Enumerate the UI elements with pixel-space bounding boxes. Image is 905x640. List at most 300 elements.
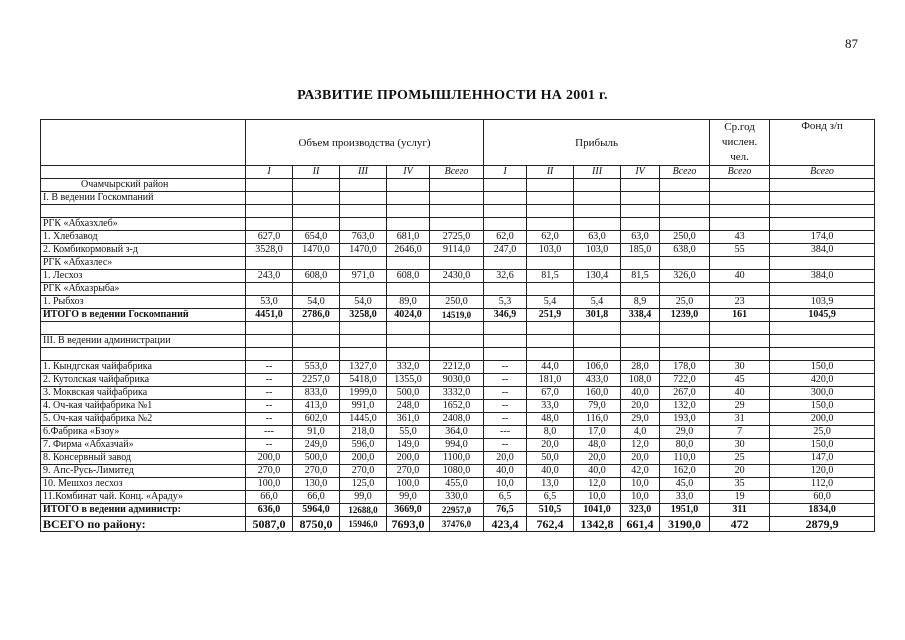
value-cell: 112,0 [770, 478, 875, 491]
total-header: Всего [660, 166, 710, 179]
avg-staff-header: Ср.год числен. чел. [710, 120, 770, 166]
value-cell: 1239,0 [660, 309, 710, 322]
section-row [41, 218, 875, 231]
value-cell [770, 283, 875, 296]
value-cell: 218,0 [340, 426, 387, 439]
value-cell: 5418,0 [340, 374, 387, 387]
value-cell: 108,0 [621, 374, 660, 387]
value-cell [574, 205, 621, 218]
value-cell: 130,4 [574, 270, 621, 283]
quarter-header: I [484, 166, 527, 179]
value-cell: 25,0 [660, 296, 710, 309]
value-cell: 6,5 [527, 491, 574, 504]
value-cell [770, 335, 875, 348]
value-cell: 361,0 [387, 413, 430, 426]
value-cell [770, 218, 875, 231]
value-cell: 5,3 [484, 296, 527, 309]
value-cell: 4451,0 [246, 309, 293, 322]
value-cell [430, 335, 484, 348]
value-cell: 20,0 [574, 452, 621, 465]
value-cell: 330,0 [430, 491, 484, 504]
quarter-header: II [293, 166, 340, 179]
value-cell: 22957,0 [430, 504, 484, 517]
value-cell [527, 348, 574, 361]
value-cell: 50,0 [527, 452, 574, 465]
value-cell [574, 179, 621, 192]
value-cell: 193,0 [660, 413, 710, 426]
profit-header: Прибыль [484, 120, 710, 166]
value-cell [387, 257, 430, 270]
value-cell [293, 283, 340, 296]
value-cell [660, 192, 710, 205]
table-row [41, 374, 875, 387]
value-cell: 2646,0 [387, 244, 430, 257]
value-cell: 500,0 [387, 387, 430, 400]
spacer-row [41, 322, 875, 335]
table-row [41, 361, 875, 374]
value-cell: 23 [710, 296, 770, 309]
value-cell: 1951,0 [660, 504, 710, 517]
value-cell [574, 283, 621, 296]
value-cell [484, 179, 527, 192]
row-name-cell: 9. Апс-Русь-Лимитед [41, 465, 246, 478]
value-cell [293, 348, 340, 361]
table-row [41, 400, 875, 413]
value-cell: 76,5 [484, 504, 527, 517]
value-cell [484, 335, 527, 348]
table-row [41, 270, 875, 283]
value-cell: 763,0 [340, 231, 387, 244]
value-cell [660, 218, 710, 231]
value-cell [527, 283, 574, 296]
value-cell: 17,0 [574, 426, 621, 439]
value-cell: 1470,0 [340, 244, 387, 257]
name-column-header [41, 120, 246, 166]
value-cell: 40 [710, 387, 770, 400]
section-row [41, 257, 875, 270]
value-cell [574, 218, 621, 231]
value-cell [430, 218, 484, 231]
value-cell [710, 218, 770, 231]
value-cell [430, 257, 484, 270]
quarter-header: II [527, 166, 574, 179]
value-cell: 300,0 [770, 387, 875, 400]
table-row [41, 244, 875, 257]
value-cell: 5,4 [574, 296, 621, 309]
value-cell: 99,0 [340, 491, 387, 504]
value-cell: 181,0 [527, 374, 574, 387]
value-cell: 833,0 [293, 387, 340, 400]
value-cell: 1080,0 [430, 465, 484, 478]
value-cell: 249,0 [293, 439, 340, 452]
value-cell [340, 257, 387, 270]
value-cell: 553,0 [293, 361, 340, 374]
value-cell: 40,0 [574, 465, 621, 478]
value-cell: 62,0 [527, 231, 574, 244]
value-cell: 384,0 [770, 270, 875, 283]
value-cell: 1445,0 [340, 413, 387, 426]
value-cell: 10,0 [621, 478, 660, 491]
value-cell: 174,0 [770, 231, 875, 244]
value-cell [621, 192, 660, 205]
table-row [41, 439, 875, 452]
value-cell: 45 [710, 374, 770, 387]
value-cell: 1045,9 [770, 309, 875, 322]
table-row [41, 413, 875, 426]
value-cell: 25 [710, 452, 770, 465]
value-cell: 608,0 [387, 270, 430, 283]
value-cell [574, 322, 621, 335]
row-name-cell: Очамчырский район [41, 179, 246, 192]
spacer-row [41, 205, 875, 218]
value-cell: 20,0 [621, 452, 660, 465]
value-cell [293, 335, 340, 348]
value-cell [340, 322, 387, 335]
value-cell [621, 257, 660, 270]
value-cell [710, 192, 770, 205]
value-cell: 100,0 [246, 478, 293, 491]
table-row [41, 231, 875, 244]
value-cell: 60,0 [770, 491, 875, 504]
value-cell: 200,0 [387, 452, 430, 465]
value-cell: 267,0 [660, 387, 710, 400]
value-cell: 247,0 [484, 244, 527, 257]
value-cell: 5087,0 [246, 517, 293, 532]
value-cell: 1342,8 [574, 517, 621, 532]
value-cell: 161 [710, 309, 770, 322]
value-cell: 12,0 [621, 439, 660, 452]
value-cell [527, 179, 574, 192]
table-row [41, 452, 875, 465]
grand-total-row [41, 517, 875, 532]
value-cell: 455,0 [430, 478, 484, 491]
table-row [41, 387, 875, 400]
value-cell [660, 179, 710, 192]
row-name-cell: I. В ведении Госкомпаний [41, 192, 246, 205]
row-name-cell: 1. Рыбхоз [41, 296, 246, 309]
value-cell [621, 283, 660, 296]
value-cell [621, 348, 660, 361]
row-name-cell: 6.Фабрика «Бзоу» [41, 426, 246, 439]
value-cell: 1355,0 [387, 374, 430, 387]
value-cell: 596,0 [340, 439, 387, 452]
value-cell: 200,0 [246, 452, 293, 465]
value-cell: --- [484, 426, 527, 439]
value-cell: 608,0 [293, 270, 340, 283]
row-name-cell: 11.Комбинат чай. Конц. «Араду» [41, 491, 246, 504]
value-cell: 1652,0 [430, 400, 484, 413]
value-cell: 971,0 [340, 270, 387, 283]
value-cell [246, 192, 293, 205]
subtotal-row [41, 309, 875, 322]
row-name-cell: ИТОГО в ведении Госкомпаний [41, 309, 246, 322]
value-cell: 150,0 [770, 439, 875, 452]
value-cell: 472 [710, 517, 770, 532]
row-name-cell: ИТОГО в ведении администр: [41, 504, 246, 517]
value-cell: 991,0 [340, 400, 387, 413]
value-cell [246, 348, 293, 361]
row-name-cell: 10. Мешхоз лесхоз [41, 478, 246, 491]
value-cell [293, 257, 340, 270]
value-cell: 29 [710, 400, 770, 413]
row-name-cell: ВСЕГО по району: [41, 517, 246, 532]
value-cell: 55,0 [387, 426, 430, 439]
value-cell [660, 283, 710, 296]
value-cell: 326,0 [660, 270, 710, 283]
value-cell: 63,0 [621, 231, 660, 244]
value-cell [770, 205, 875, 218]
value-cell: 3258,0 [340, 309, 387, 322]
value-cell: 301,8 [574, 309, 621, 322]
value-cell [770, 257, 875, 270]
section-row [41, 283, 875, 296]
row-name-cell [41, 348, 246, 361]
value-cell: 2257,0 [293, 374, 340, 387]
value-cell: 67,0 [527, 387, 574, 400]
value-cell: 3190,0 [660, 517, 710, 532]
value-cell [621, 335, 660, 348]
value-cell: 5,4 [527, 296, 574, 309]
value-cell [387, 192, 430, 205]
row-name-cell: 4. Оч-кая чайфабрика №1 [41, 400, 246, 413]
value-cell [710, 335, 770, 348]
value-cell [340, 335, 387, 348]
value-cell: 29,0 [660, 426, 710, 439]
value-cell: 10,0 [621, 491, 660, 504]
value-cell: 270,0 [246, 465, 293, 478]
value-cell [660, 205, 710, 218]
value-cell: 250,0 [430, 296, 484, 309]
value-cell: 55 [710, 244, 770, 257]
table-body [41, 179, 875, 532]
value-cell: 40 [710, 270, 770, 283]
value-cell: 43 [710, 231, 770, 244]
value-cell [430, 192, 484, 205]
value-cell: 150,0 [770, 361, 875, 374]
row-name-cell: РГК «Абхазхлеб» [41, 218, 246, 231]
quarter-header: IV [621, 166, 660, 179]
staff-total-header: Всего [710, 166, 770, 179]
volume-header: Объем производства (услуг) [246, 120, 484, 166]
value-cell: 654,0 [293, 231, 340, 244]
value-cell: 338,4 [621, 309, 660, 322]
value-cell [621, 205, 660, 218]
value-cell: 270,0 [293, 465, 340, 478]
value-cell: -- [246, 361, 293, 374]
value-cell: 1470,0 [293, 244, 340, 257]
value-cell: -- [246, 374, 293, 387]
value-cell: 423,4 [484, 517, 527, 532]
value-cell: 160,0 [574, 387, 621, 400]
value-cell [527, 192, 574, 205]
table-row [41, 478, 875, 491]
value-cell: 2408,0 [430, 413, 484, 426]
value-cell: 44,0 [527, 361, 574, 374]
value-cell: 200,0 [340, 452, 387, 465]
value-cell: 28,0 [621, 361, 660, 374]
value-cell: -- [484, 374, 527, 387]
value-cell [710, 179, 770, 192]
value-cell: 66,0 [246, 491, 293, 504]
value-cell: 2725,0 [430, 231, 484, 244]
value-cell [340, 283, 387, 296]
value-cell: 3528,0 [246, 244, 293, 257]
value-cell [770, 348, 875, 361]
value-cell: 89,0 [387, 296, 430, 309]
value-cell: 270,0 [340, 465, 387, 478]
row-name-cell: РГК «Абхазрыба» [41, 283, 246, 296]
value-cell: 3669,0 [387, 504, 430, 517]
value-cell: 66,0 [293, 491, 340, 504]
value-cell: 2212,0 [430, 361, 484, 374]
value-cell: 53,0 [246, 296, 293, 309]
value-cell: 30 [710, 439, 770, 452]
value-cell [387, 335, 430, 348]
value-cell: 15946,0 [340, 517, 387, 532]
value-cell: 12688,0 [340, 504, 387, 517]
value-cell: -- [246, 413, 293, 426]
value-cell: 120,0 [770, 465, 875, 478]
value-cell: 12,0 [574, 478, 621, 491]
table-row [41, 491, 875, 504]
value-cell: 20,0 [527, 439, 574, 452]
value-cell: 32,6 [484, 270, 527, 283]
table-row [41, 296, 875, 309]
value-cell: 251,9 [527, 309, 574, 322]
value-cell: 7693,0 [387, 517, 430, 532]
value-cell [484, 322, 527, 335]
value-cell: 33,0 [527, 400, 574, 413]
row-name-cell: 3. Моквская чайфабрика [41, 387, 246, 400]
value-cell [293, 322, 340, 335]
value-cell [246, 257, 293, 270]
value-cell: 994,0 [430, 439, 484, 452]
row-name-cell: III. В ведении администрации [41, 335, 246, 348]
value-cell: 4024,0 [387, 309, 430, 322]
quarter-header: III [340, 166, 387, 179]
value-cell: 9030,0 [430, 374, 484, 387]
value-cell [246, 335, 293, 348]
value-cell: 125,0 [340, 478, 387, 491]
value-cell [430, 179, 484, 192]
value-cell [484, 348, 527, 361]
row-name-cell: 8. Консервный завод [41, 452, 246, 465]
value-cell: 20,0 [621, 400, 660, 413]
value-cell: 10,0 [574, 491, 621, 504]
value-cell: 4,0 [621, 426, 660, 439]
value-cell: 500,0 [293, 452, 340, 465]
total-header: Всего [430, 166, 484, 179]
value-cell: 132,0 [660, 400, 710, 413]
value-cell [484, 192, 527, 205]
value-cell [574, 192, 621, 205]
value-cell: 323,0 [621, 504, 660, 517]
row-name-cell: 2. Кутолская чайфабрика [41, 374, 246, 387]
value-cell [484, 218, 527, 231]
value-cell: 20,0 [484, 452, 527, 465]
value-cell: 25,0 [770, 426, 875, 439]
value-cell: 346,9 [484, 309, 527, 322]
value-cell: 100,0 [387, 478, 430, 491]
quarter-header: I [246, 166, 293, 179]
value-cell: 681,0 [387, 231, 430, 244]
value-cell: -- [484, 387, 527, 400]
value-cell: 106,0 [574, 361, 621, 374]
name-subheader [41, 166, 246, 179]
value-cell: 103,9 [770, 296, 875, 309]
value-cell: 1327,0 [340, 361, 387, 374]
value-cell [574, 257, 621, 270]
value-cell: 602,0 [293, 413, 340, 426]
value-cell: -- [484, 413, 527, 426]
row-name-cell: РГК «Абхазлес» [41, 257, 246, 270]
value-cell [710, 205, 770, 218]
value-cell: 627,0 [246, 231, 293, 244]
value-cell: -- [484, 439, 527, 452]
value-cell: 19 [710, 491, 770, 504]
section-row [41, 179, 875, 192]
value-cell: 510,5 [527, 504, 574, 517]
value-cell: 14519,0 [430, 309, 484, 322]
value-cell: 178,0 [660, 361, 710, 374]
value-cell: 40,0 [484, 465, 527, 478]
value-cell [387, 218, 430, 231]
value-cell: 35 [710, 478, 770, 491]
value-cell [293, 205, 340, 218]
value-cell: 5964,0 [293, 504, 340, 517]
value-cell [387, 348, 430, 361]
value-cell: 433,0 [574, 374, 621, 387]
value-cell: 37476,0 [430, 517, 484, 532]
value-cell: 10,0 [484, 478, 527, 491]
value-cell [246, 322, 293, 335]
value-cell: 40,0 [621, 387, 660, 400]
value-cell [527, 257, 574, 270]
value-cell: 54,0 [293, 296, 340, 309]
subtotal-row [41, 504, 875, 517]
value-cell: 147,0 [770, 452, 875, 465]
value-cell: 8750,0 [293, 517, 340, 532]
row-name-cell: 7. Фирма «Абхазчай» [41, 439, 246, 452]
section-row [41, 335, 875, 348]
value-cell: 248,0 [387, 400, 430, 413]
value-cell [660, 348, 710, 361]
table-row [41, 465, 875, 478]
value-cell: 116,0 [574, 413, 621, 426]
value-cell [246, 218, 293, 231]
value-cell: 162,0 [660, 465, 710, 478]
value-cell [710, 257, 770, 270]
value-cell: -- [484, 400, 527, 413]
value-cell [340, 179, 387, 192]
quarter-header: IV [387, 166, 430, 179]
value-cell [621, 322, 660, 335]
value-cell: 81,5 [621, 270, 660, 283]
value-cell: 150,0 [770, 400, 875, 413]
value-cell: 185,0 [621, 244, 660, 257]
value-cell: 99,0 [387, 491, 430, 504]
value-cell [246, 205, 293, 218]
value-cell [340, 205, 387, 218]
value-cell: 79,0 [574, 400, 621, 413]
value-cell: 661,4 [621, 517, 660, 532]
value-cell: 243,0 [246, 270, 293, 283]
value-cell: 638,0 [660, 244, 710, 257]
value-cell [574, 348, 621, 361]
payroll-header: Фонд з/п [770, 120, 875, 166]
value-cell: 13,0 [527, 478, 574, 491]
value-cell: 103,0 [574, 244, 621, 257]
